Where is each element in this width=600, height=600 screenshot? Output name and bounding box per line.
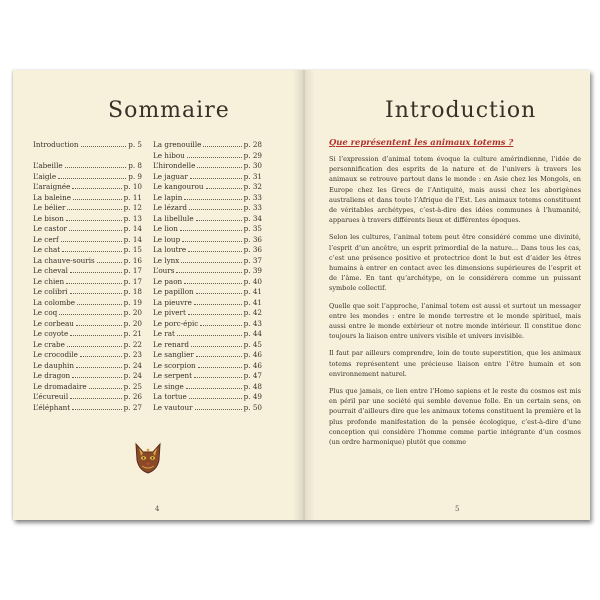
toc-leader-dots [184,277,242,284]
toc-entry [153,392,262,403]
toc-entry-page: p. 14 [123,224,142,233]
toc-entry-title: Le pivert [153,308,186,317]
toc-leader-dots [188,245,241,252]
toc-entry [153,224,262,235]
toc-entry-title: Le lion [153,224,178,233]
toc-entry [33,235,142,246]
toc-entry [153,361,262,372]
toc-entry-title: Le sanglier [153,350,194,359]
toc-entry [33,193,142,204]
toc-entry [33,224,142,235]
toc-entry-title: La chauve-souris [33,255,95,265]
toc-leader-dots [181,256,241,263]
toc-entry-page: p. 32 [243,182,262,191]
paragraph: Plus que jamais, ce lien entre l’Homo sapiens et le reste du cosmos est mis en péril par une société qui semble devenue folle. En un certain sens, on pourrait d’ailleurs dire que les animaux totems constituent la première et la plus profonde manifestation de la pensée écologique, c’est-à-dire d’une conception qui considère l’homme comme partie intégrante d’un cosmos (un ordre harmonique) plutôt que comme [329,387,581,447]
toc-entry-page: p. 41 [243,297,262,307]
toc-entry [153,382,262,393]
toc-entry [153,371,262,382]
toc-entry-page: p. 39 [243,266,262,275]
toc-leader-dots [69,224,122,231]
toc-entry-title: Le serpent [153,371,193,380]
toc-entry [153,319,262,330]
toc-leader-dots [176,266,241,273]
toc-leader-dots [76,361,122,368]
toc-leader-dots [194,298,242,305]
toc-entry [33,151,142,162]
toc-entry [33,361,142,372]
toc-leader-dots [187,151,242,158]
toc-entry-page: p. 41 [243,287,262,296]
toc-entry-page: p. 14 [123,234,142,244]
toc-leader-dots [189,203,242,210]
toc-entry [33,203,142,214]
toc-entry-title: Le vautour [153,402,193,412]
toc-leader-dots [189,392,242,399]
toc-entry-page: p. 5 [128,140,142,149]
toc-entry-page: p. 24 [123,371,142,380]
toc-leader-dots [72,182,121,189]
toc-leader-dots [67,203,121,210]
toc-entry-title: L’éléphant [33,402,71,412]
toc-entry-page: p. 8 [128,161,142,170]
toc-entry [33,172,142,183]
toc-entry [33,392,142,403]
toc-entry-title: Le porc-épic [153,318,199,328]
toc-leader-dots [80,350,122,357]
toc-entry [33,266,142,277]
toc-entry-page: p. 49 [243,392,262,401]
toc-leader-dots [70,392,122,399]
toc-leader-dots [76,319,122,326]
toc-entry-page: p. 36 [243,234,262,244]
toc-leader-dots [184,193,241,200]
toc-leader-dots [196,350,242,357]
toc-leader-dots [182,235,242,242]
toc-entry-page: p. 19 [123,297,142,307]
toc-entry-title: L’écureuil [33,392,69,401]
toc-entry-page: p. 36 [243,245,262,254]
toc-entry-title: La colombe [33,297,75,307]
toc-entry [153,140,262,151]
toc-entry-page: p. 42 [243,308,262,317]
book-gutter [293,70,315,520]
introduction-body [329,154,581,454]
toc-entry-page: p. 29 [243,150,262,160]
toc-entry-page: p. 20 [123,308,142,317]
toc-entry-title: Le castor [33,224,67,233]
toc-leader-dots [206,182,242,189]
toc-entry-title: Le renard [153,339,189,349]
toc-entry [153,266,262,277]
toc-entry-title: Le bélier [33,203,66,212]
toc-entry-page: p. 16 [123,255,142,265]
toc-entry [33,287,142,298]
toc-entry [153,182,262,193]
toc-entry-page: p. 25 [123,381,142,391]
toc-entry [153,172,262,183]
toc-leader-dots [77,298,122,305]
toc-column-1 [33,140,142,413]
toc-entry-page: p. 11 [123,192,142,202]
book-spread [13,70,590,520]
toc-leader-dots [58,172,126,179]
toc-entry-title: Le scorpion [153,360,196,370]
toc-leader-dots [191,340,242,347]
toc-entry [33,371,142,382]
toc-leader-dots [203,140,241,147]
toc-entry-title: Le lézard [153,203,187,212]
toc-entry [153,308,262,319]
toc-entry-title: La tortue [153,392,187,401]
paragraph: Selon les cultures, l’animal totem peut être considéré comme une divinité, l’esprit d’un ancêtre, un esprit primordial de la nature… Dans tous les cas, c’est une présence positive et protectrice dont le but est d’aider les êtres humains à entrer en contact avec les dimensions supérieures de l’esprit et de l’âme. En tant qu’archétype, on le considérera comme un puissant symbole collectif. [329,233,581,293]
toc-entry-title: Le lynx [153,255,180,265]
toc-leader-dots [70,287,122,294]
toc-entry-page: p. 48 [243,381,262,391]
toc-entry [153,256,262,267]
toc-entry-title: Le lapin [153,192,183,202]
toc-entry-page: p. 50 [243,402,262,412]
toc-entry [153,287,262,298]
toc-entry-page: p. 22 [123,339,142,349]
toc-entry-title: Le colibri [33,287,68,296]
toc-entry-title: Le papillon [153,287,194,296]
toc-entry-page: p. 34 [243,213,262,223]
toc-entry [153,298,262,309]
toc-leader-dots [198,361,242,368]
toc-entry-title: L’ours [153,266,175,275]
toc-leader-dots [196,287,242,294]
toc-leader-dots [59,308,121,315]
toc-entry-page: p. 31 [243,171,262,181]
toc-entry-title: La libellule [153,213,194,223]
toc-leader-dots [186,382,242,389]
toc-entry-page: p. 47 [243,371,262,380]
toc-entry-page: p. 21 [123,329,142,338]
toc-entry-page: p. 17 [123,276,142,286]
toc-leader-dots [190,172,242,179]
toc-leader-dots [61,235,122,242]
toc-leader-dots [194,371,242,378]
left-page-number: 4 [155,505,160,513]
toc-entry-title: Le singe [153,381,184,391]
paragraph: Quelle que soit l’approche, l’animal totem est aussi et surtout un messager entre les mondes : entre le monde terrestre et le monde spirituel, mais aussi entre le monde extérieur et notre monde intérieur. Il constitue donc toujours la liaison entre univers visible et univers invisible. [329,301,581,341]
toc-entry-title: La pieuvre [153,297,192,307]
toc-entry-page: p. 20 [123,318,142,328]
toc-entry [153,161,262,172]
toc-entry-page: p. 43 [243,318,262,328]
right-page-number: 5 [455,505,460,513]
toc-entry-page: p. 13 [123,213,142,223]
toc-leader-dots [188,308,242,315]
toc-entry [153,193,262,204]
toc-entry-title: L’hirondelle [153,161,196,170]
toc-entry [153,235,262,246]
paragraph: Il faut par ailleurs comprendre, loin de toute superstition, que les animaux totems représentent une précieuse liaison entre l’être humain et son environnement naturel. [329,349,581,378]
toc-entry-page: p. 17 [123,266,142,275]
paragraph: Si l’expression d’animal totem évoque la culture amérindienne, l’idée de personnification des esprits de la nature et de l’univers à travers les animaux se retrouve partout dans le monde : en Asie chez les Mongols, en Europe chez les Grecs de l’Antiquité, mais aussi chez les aborigènes australiens et dans toute l’Afrique de l’Est. Les animaux totems constituent de véritables archétypes, c’est-à-dire des idées communes à l’humanité, apparues à travers différents lieux et différentes époques. [329,155,581,225]
introduction-title: Introduction [385,98,537,123]
toc-entry [33,214,142,225]
toc-entry-title: La loutre [153,245,187,254]
toc-entry-title: La grenouille [153,140,202,149]
toc-entry-page: p. 10 [123,182,142,191]
toc-entry-title: Le corbeau [33,318,74,328]
toc-entry-title: L’aigle [33,171,57,181]
toc-entry-title: L’araignée [33,182,71,191]
toc-entry-page: p. 26 [123,392,142,401]
toc-entry-title: Le chien [33,276,65,286]
toc-entry-page: p. 33 [243,192,262,202]
toc-entry [33,382,142,393]
toc-entry [153,277,262,288]
toc-entry [33,308,142,319]
toc-entry [33,329,142,340]
toc-leader-dots [200,319,241,326]
toc-entry [153,245,262,256]
section-subheading: Que représentent les animaux totems ? [329,137,514,147]
toc-leader-dots [66,214,122,221]
toc-leader-dots [180,224,242,231]
toc-entry-title: Le coyote [33,329,69,338]
toc-leader-dots [65,161,127,168]
toc-leader-dots [67,340,122,347]
toc-leader-dots [73,193,122,200]
toc-leader-dots [66,277,122,284]
toc-entry-page: p. 18 [123,287,142,296]
toc-entry-title: Le crabe [33,339,65,349]
toc-leader-dots [89,382,122,389]
toc-entry-page: p. 46 [243,360,262,370]
toc-entry [33,182,142,193]
toc-entry-title: Le dauphin [33,360,74,370]
toc-entry [33,298,142,309]
toc-entry-title: Le paon [153,276,183,286]
toc-entry-page: p. 35 [243,224,262,233]
toc-leader-dots [70,266,122,273]
toc-entry [153,203,262,214]
toc-entry-title: Le hibou [153,150,185,160]
toc-entry-page: p. 27 [123,402,142,412]
toc-entry-title: Le cheval [33,266,68,275]
toc-leader-dots [70,329,121,336]
toc-entry-page: p. 37 [243,255,262,265]
toc-leader-dots [81,140,127,147]
toc-leader-dots [177,329,242,336]
toc-entry-page: p. 45 [243,339,262,349]
toc-entry-title: Le dromadaire [33,381,87,391]
toc-entry [33,277,142,288]
toc-entry [153,151,262,162]
toc-entry [33,350,142,361]
toc-entry-page: p. 24 [123,360,142,370]
toc-entry-title: Le jaguar [153,171,188,181]
toc-entry [153,340,262,351]
toc-entry-title: Le kangourou [153,182,204,191]
toc-entry-page: p. 23 [123,350,142,359]
toc-entry [153,350,262,361]
toc-entry-title: La baleine [33,192,71,202]
toc-entry-page: p. 30 [243,161,262,170]
toc-entry [33,256,142,267]
toc-entry-page: p. 12 [123,203,142,212]
toc-entry [153,214,262,225]
toc-entry [33,403,142,414]
toc-leader-dots [72,371,121,378]
toc-entry-page: p. 40 [243,276,262,286]
toc-entry-title: Le crocodile [33,350,78,359]
cat-head-emblem-icon [130,440,166,476]
toc-entry-page: p. 46 [243,350,262,359]
toc-entry [153,403,262,414]
toc-entry-title: Introduction [33,140,79,149]
toc-entry-title: Le loup [153,234,181,244]
toc-leader-dots [195,403,242,410]
toc-entry-page: p. 33 [243,203,262,212]
toc-entry-page: p. 28 [243,140,262,149]
toc-entry-title: Le rat [153,329,175,338]
toc-entry [33,161,142,172]
toc-entry-title: Le chat [33,245,61,254]
contents-title: Sommaire [108,98,230,123]
toc-entry [153,329,262,340]
toc-leader-dots [62,245,122,252]
toc-leader-dots [197,161,241,168]
toc-entry-title: L’abeille [33,161,63,170]
toc-entry-page: p. 9 [128,171,142,181]
toc-entry-title: Le dragon [33,371,71,380]
toc-entry [33,245,142,256]
toc-entry-title: Le bison [33,213,64,223]
toc-entry-page: p. 15 [123,245,142,254]
toc-column-2 [153,140,262,413]
toc-entry [33,319,142,330]
toc-leader-dots [196,214,242,221]
toc-entry [33,340,142,351]
toc-entry-title: Le coq [33,308,58,317]
toc-entry-page: p. 44 [243,329,262,338]
toc-leader-dots [97,256,122,263]
toc-entry [33,140,142,151]
toc-leader-dots [72,403,122,410]
toc-entry-title: Le cerf [33,234,59,244]
